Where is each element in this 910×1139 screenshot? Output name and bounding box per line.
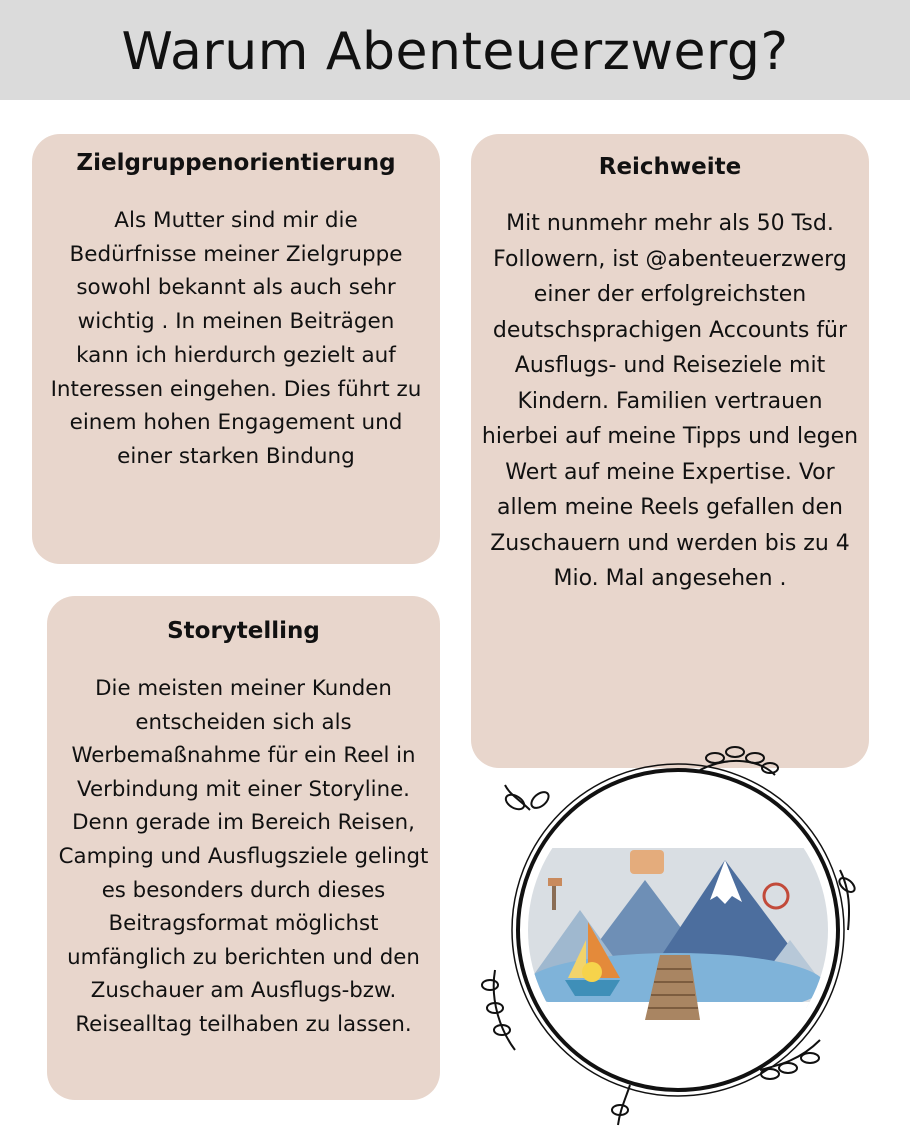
card-zielgruppenorientierung — [32, 134, 440, 564]
card-title: Reichweite — [598, 154, 742, 180]
card-reichweite — [471, 134, 869, 768]
card-text: Als Mutter sind mir die Bedürfnisse meiner Zielgruppe sowohl bekannt als auch sehr wichtig . In meinen Beiträgen kann ich hierdurch gezielt auf Interessen eingehen. Dies führt zu einem hohen Engagement und einer starken Bindung — [50, 208, 422, 469]
card-storytelling — [47, 596, 440, 1100]
card-title: Zielgruppenorientierung — [76, 150, 396, 176]
card-title: Storytelling — [167, 618, 320, 644]
card-text: Mit nunmehr mehr als 50 Tsd. Followern, ist @abenteuerzwerg einer der erfolgreichsten deutschsprachigen Accounts für Ausflugs- und Reiseziele mit Kindern. Familien vertrauen hierbei auf meine Tipps und legen Wert auf meine Expertise. Vor allem meine Reels gefallen den Zuschauern und werden bis zu 4 Mio. Mal angesehen . — [481, 211, 859, 591]
card-text: Die meisten meiner Kunden entscheiden sich als Werbemaßnahme für ein Reel in Verbindung mit einer Storyline. Denn gerade im Bereich Reisen, Camping und Ausflugsziele gelingt es besonders durch dieses Beitragsformat möglichst umfänglich zu berichten und den Zuschauer am Ausflugs-bzw. Reisealltag teilhaben zu lassen. — [58, 676, 429, 1037]
title-banner — [0, 0, 910, 100]
mountain-lake-scene-icon — [470, 740, 890, 1130]
page-title: Warum Abenteuerzwerg? — [121, 22, 789, 82]
